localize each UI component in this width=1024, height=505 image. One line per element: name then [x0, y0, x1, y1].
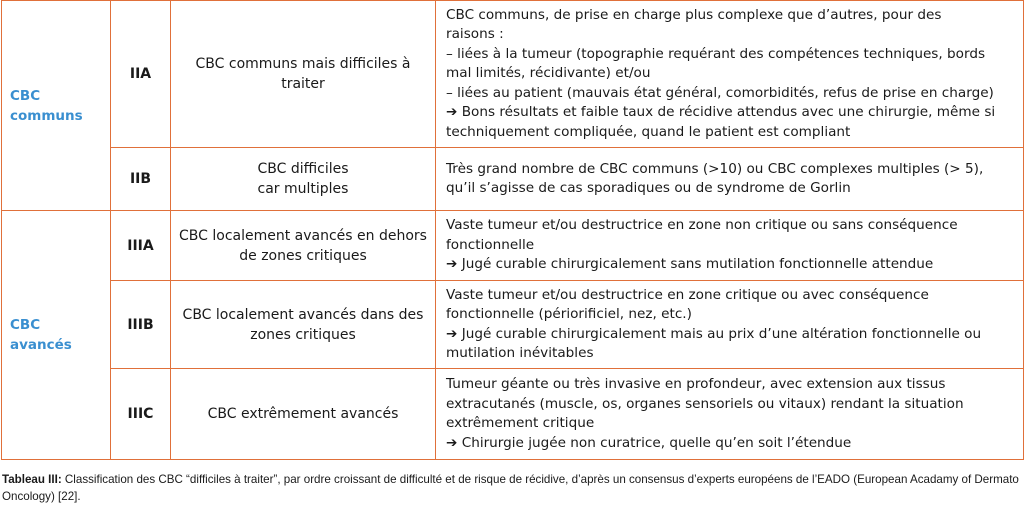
description-line: raisons : — [446, 26, 504, 43]
description-line: ➔ Jugé curable chirurgicalement mais au prix d’une altération fonctionnelle ou — [446, 325, 982, 342]
row-name-line: zones critiques — [250, 326, 356, 343]
row-name-line: CBC localement avancés en dehors — [179, 227, 427, 244]
description-line: – liées à la tumeur (topographie requérant des compétences techniques, bords — [446, 45, 986, 62]
description-line: ➔ Jugé curable chirurgicalement sans mutilation fonctionnelle attendue — [446, 256, 934, 273]
row-code: IIIB — [111, 280, 171, 369]
description-line: ➔ Bons résultats et faible taux de récidive attendus avec une chirurgie, même si — [446, 104, 996, 121]
row-code: IIIA — [111, 211, 171, 280]
description-line: Tumeur géante ou très invasive en profondeur, avec extension aux tissus — [446, 376, 946, 393]
classification-table — [1, 0, 1024, 460]
caption-text: Classification des CBC “difficiles à traiter”, par ordre croissant de difficulté et de risque de récidive, d’après un consensus d’experts européens de l’EADO (European Acadamy of Dermato Oncology) [22]. — [2, 473, 1019, 503]
row-name-line: CBC extrêmement avancés — [207, 406, 399, 423]
row-code: IIB — [111, 147, 171, 210]
group-cbc-communs — [2, 1, 111, 211]
row-description — [436, 280, 1024, 369]
description-line: – liées au patient (mauvais état général, comorbidités, refus de prise en charge) — [446, 84, 994, 101]
table-row — [2, 369, 1024, 460]
row-name — [171, 211, 436, 280]
group-label-line: CBC — [10, 87, 41, 104]
row-name — [171, 1, 436, 148]
row-code: IIA — [111, 1, 171, 148]
description-line: extrêmement critique — [446, 415, 595, 432]
table-row — [2, 211, 1024, 280]
row-name — [171, 369, 436, 460]
row-description — [436, 369, 1024, 460]
description-line: qu’il s’agisse de cas sporadiques ou de syndrome de Gorlin — [446, 180, 851, 197]
row-name-line: CBC difficiles — [257, 161, 349, 178]
row-name-line: de zones critiques — [239, 247, 367, 264]
description-line: techniquement compliquée, quand le patient est compliant — [446, 123, 851, 140]
description-line: fonctionnelle — [446, 236, 535, 253]
table-row — [2, 280, 1024, 369]
row-name-line: CBC communs mais difficiles à — [195, 55, 411, 72]
table-caption — [2, 471, 1022, 505]
description-line: mal limités, récidivante) et/ou — [446, 65, 651, 82]
row-description — [436, 211, 1024, 280]
row-name-line: car multiples — [257, 181, 349, 198]
row-name — [171, 147, 436, 210]
description-line: Vaste tumeur et/ou destructrice en zone critique ou avec conséquence — [446, 286, 929, 303]
group-cbc-avances — [2, 211, 111, 460]
row-description — [436, 1, 1024, 148]
table-row — [2, 1, 1024, 148]
description-line: Très grand nombre de CBC communs (>10) ou CBC complexes multiples (> 5), — [446, 160, 984, 177]
description-line: ➔ Chirurgie jugée non curatrice, quelle qu’en soit l’étendue — [446, 434, 852, 451]
group-label-line: CBC — [10, 317, 41, 334]
row-name — [171, 280, 436, 369]
group-label-line: communs — [10, 107, 83, 124]
description-line: Vaste tumeur et/ou destructrice en zone non critique ou sans conséquence — [446, 217, 958, 234]
row-code: IIIC — [111, 369, 171, 460]
row-name-line: CBC localement avancés dans des — [182, 306, 424, 323]
caption-label: Tableau III: — [2, 473, 62, 486]
row-name-line: traiter — [281, 75, 325, 92]
table-row — [2, 147, 1024, 210]
description-line: fonctionnelle (périorificiel, nez, etc.) — [446, 306, 692, 323]
description-line: CBC communs, de prise en charge plus complexe que d’autres, pour des — [446, 6, 942, 23]
description-line: mutilation inévitables — [446, 345, 594, 362]
description-line: extracutanés (muscle, os, organes sensoriels ou vitaux) rendant la situation — [446, 395, 964, 412]
group-label-line: avancés — [10, 337, 72, 354]
row-description — [436, 147, 1024, 210]
